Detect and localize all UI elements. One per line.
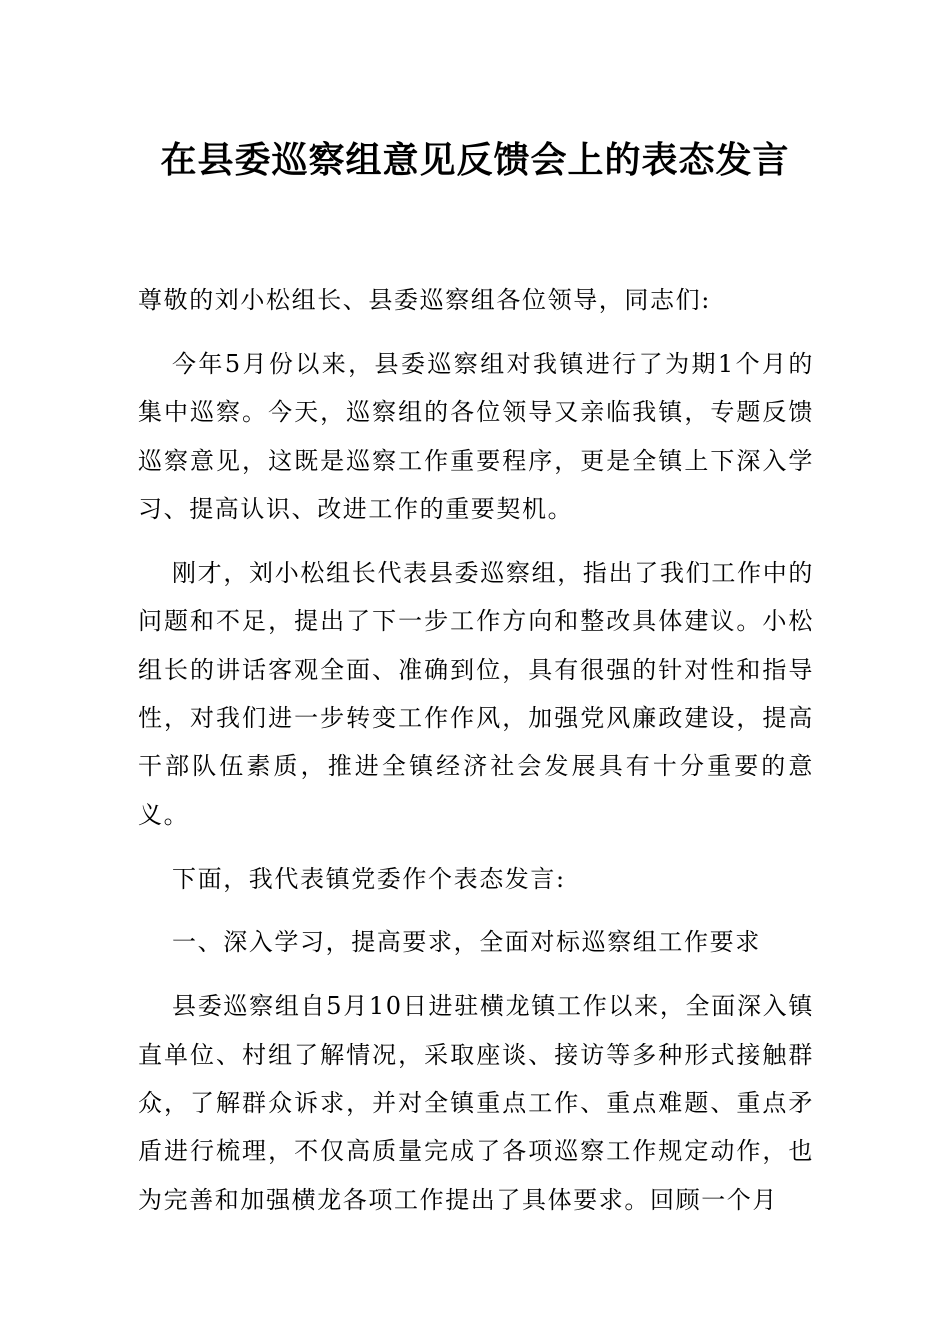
document-title: 在县委巡察组意见反馈会上的表态发言 xyxy=(160,139,790,181)
salutation: 尊敬的刘小松组长、县委巡察组各位领导，同志们: xyxy=(138,286,711,314)
document-body xyxy=(138,276,814,1224)
section-heading-1: 一、深入学习，提高要求，全面对标巡察组工作要求 xyxy=(172,928,761,957)
paragraph-intro: 今年5月份以来，县委巡察组对我镇进行了为期1个月的集中巡察。今天，巡察组的各位领导又亲临我镇，专题反馈巡察意见，这既是巡察工作重要程序，更是全镇上下深入学习、提高认识、改进工作的重要契机。 xyxy=(138,349,814,524)
paragraph-feedback: 刚才，刘小松组长代表县委巡察组，指出了我们工作中的问题和不足，提出了下一步工作方向和整改具体建议。小松组长的讲话客观全面、准确到位，具有很强的针对性和指导性，对我们进一步转变工作作风，加强党风廉政建设，提高干部队伍素质，推进全镇经济社会发展具有十分重要的意义。 xyxy=(138,558,814,829)
paragraph-section-1: 县委巡察组自5月10日进驻横龙镇工作以来，全面深入镇直单位、村组了解情况，采取座谈、接访等多种形式接触群众，了解群众诉求，并对全镇重点工作、重点难题、重点矛盾进行梳理，不仅高质量完成了各项巡察工作规定动作，也为完善和加强横龙各项工作提出了具体要求。回顾一个月 xyxy=(138,992,814,1214)
paragraph-statement-lead: 下面，我代表镇党委作个表态发言: xyxy=(172,864,566,893)
